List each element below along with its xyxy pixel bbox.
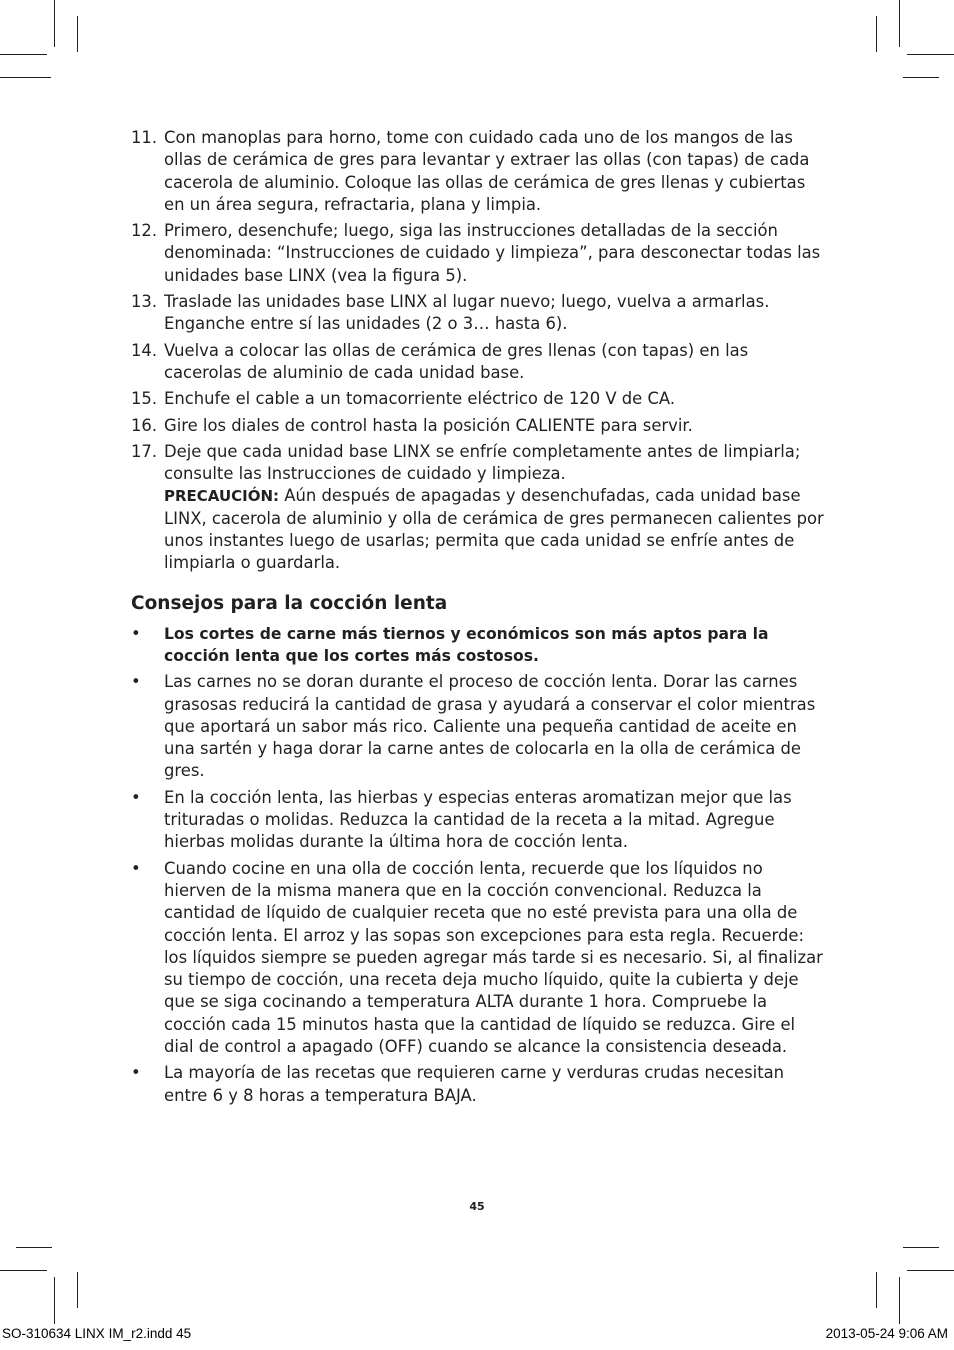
step-item [131, 340, 826, 385]
step-number: 17. [131, 441, 158, 461]
crop-mark [899, 1277, 900, 1324]
step-number: 13. [131, 292, 158, 312]
slug-timestamp: 2013-05-24 9:06 AM [825, 1326, 948, 1341]
step-item [131, 388, 826, 410]
crop-mark [0, 1270, 47, 1271]
bullet-icon: • [131, 787, 141, 807]
caution-text: Aún después de apagadas y desenchufadas, cada unidad base LINX, cacerola de aluminio y olla de cerámica de gres permanecen calientes por unos instantes luego de usarlas; permita que cada unidad se enfríe antes de limpiarla o guardarla. [164, 486, 824, 573]
tips-list [131, 623, 826, 1107]
tip-item [131, 858, 826, 1059]
page-content [131, 127, 826, 1111]
crop-mark [54, 0, 55, 47]
bullet-icon: • [131, 1063, 141, 1083]
step-number: 12. [131, 221, 158, 241]
tip-text: Las carnes no se doran durante el proceso de cocción lenta. Dorar las carnes grasosas reducirá la cantidad de grasa y ayudará a conservar el color mientras que aportará un sabor más rico. Caliente una pequeña cantidad de aceite en una sartén y haga dorar la carne antes de colocarla en la olla de cerámica de gres. [164, 672, 816, 781]
step-text: Gire los diales de control hasta la posición CALIENTE para servir. [164, 415, 693, 435]
step-item [131, 415, 826, 437]
step-number: 15. [131, 389, 158, 409]
step-item [131, 441, 826, 575]
step-text: Traslade las unidades base LINX al lugar nuevo; luego, vuelva a armarlas. Enganche entre sí las unidades (2 o 3… hasta 6). [164, 292, 770, 334]
numbered-steps [131, 127, 826, 575]
step-text: Con manoplas para horno, tome con cuidado cada uno de los mangos de las ollas de cerámica de gres para levantar y extraer las ollas (con tapas) de cada cacerola de aluminio. Coloque las ollas de cerámica de gres llenas y cubiertas en un área segura, refractaria, plana y limpia. [164, 128, 810, 214]
tip-item [131, 671, 826, 782]
tip-item [131, 1062, 826, 1107]
crop-mark [77, 16, 78, 52]
crop-mark [54, 1277, 55, 1324]
step-text: Vuelva a colocar las ollas de cerámica de gres llenas (con tapas) en las cacerolas de aluminio de cada unidad base. [164, 340, 749, 382]
step-text: Deje que cada unidad base LINX se enfríe completamente antes de limpiarla; consulte las Instrucciones de cuidado y limpieza. [164, 441, 801, 484]
step-item [131, 291, 826, 336]
crop-mark [907, 1270, 954, 1271]
tip-item [131, 623, 826, 668]
step-item [131, 127, 826, 216]
crop-mark [876, 16, 877, 52]
step-number: 16. [131, 415, 158, 435]
section-heading: Consejos para la cocción lenta [131, 592, 448, 614]
crop-mark [907, 54, 954, 55]
crop-mark [903, 77, 939, 78]
crop-mark [903, 1247, 939, 1248]
caution-label: PRECAUCIÓN: [164, 487, 280, 506]
crop-mark [876, 1272, 877, 1308]
step-text: Enchufe el cable a un tomacorriente eléctrico de 120 V de CA. [164, 389, 676, 409]
step-item [131, 220, 826, 287]
step-text: Primero, desenchufe; luego, siga las instrucciones detalladas de la sección denominada: “Instrucciones de cuidado y limpieza”, para desconectar todas las unidades base LINX (vea la figura 5). [164, 221, 821, 285]
tip-text: La mayoría de las recetas que requieren carne y verduras crudas necesitan entre 6 y 8 horas a temperatura BAJA. [164, 1063, 785, 1105]
tip-text: En la cocción lenta, las hierbas y especias enteras aromatizan mejor que las trituradas o molidas. Reduzca la cantidad de la receta a la mitad. Agregue hierbas molidas durante la última hora de cocción lenta. [164, 787, 792, 852]
crop-mark [899, 0, 900, 47]
step-number: 11. [131, 128, 158, 147]
crop-mark [0, 54, 47, 55]
crop-mark [77, 1272, 78, 1308]
tip-item [131, 787, 826, 854]
bullet-icon: • [131, 623, 141, 643]
crop-mark [0, 77, 51, 78]
bullet-icon: • [131, 858, 141, 878]
step-number: 14. [131, 340, 158, 360]
tip-text: Los cortes de carne más tiernos y económicos son más aptos para la cocción lenta que los cortes más costosos. [164, 624, 769, 665]
page-number: 45 [469, 1200, 485, 1213]
slug-filename: SO-310634 LINX IM_r2.indd 45 [2, 1326, 192, 1341]
crop-mark [16, 1247, 52, 1248]
tip-text: Cuando cocine en una olla de cocción lenta, recuerde que los líquidos no hierven de la misma manera que en la cocción convencional. Reduzca la cantidad de líquido de cualquier receta que no esté prevista para una olla de cocción lenta. El arroz y las sopas son excepciones para esta regla. Recuerde: los líquidos siempre se pueden agregar más tarde si es necesario. Si, al finalizar su tiempo de cocción, una receta deja mucho líquido, quite la cubierta y deje que se siga cocinando a temperatura ALTA durante 1 hora. Compruebe la cocción cada 15 minutos hasta que la cantidad de líquido se reduzca. Gire el dial de control a apagado (OFF) cuando se alcance la consistencia deseada. [164, 858, 823, 1056]
bullet-icon: • [131, 672, 141, 692]
